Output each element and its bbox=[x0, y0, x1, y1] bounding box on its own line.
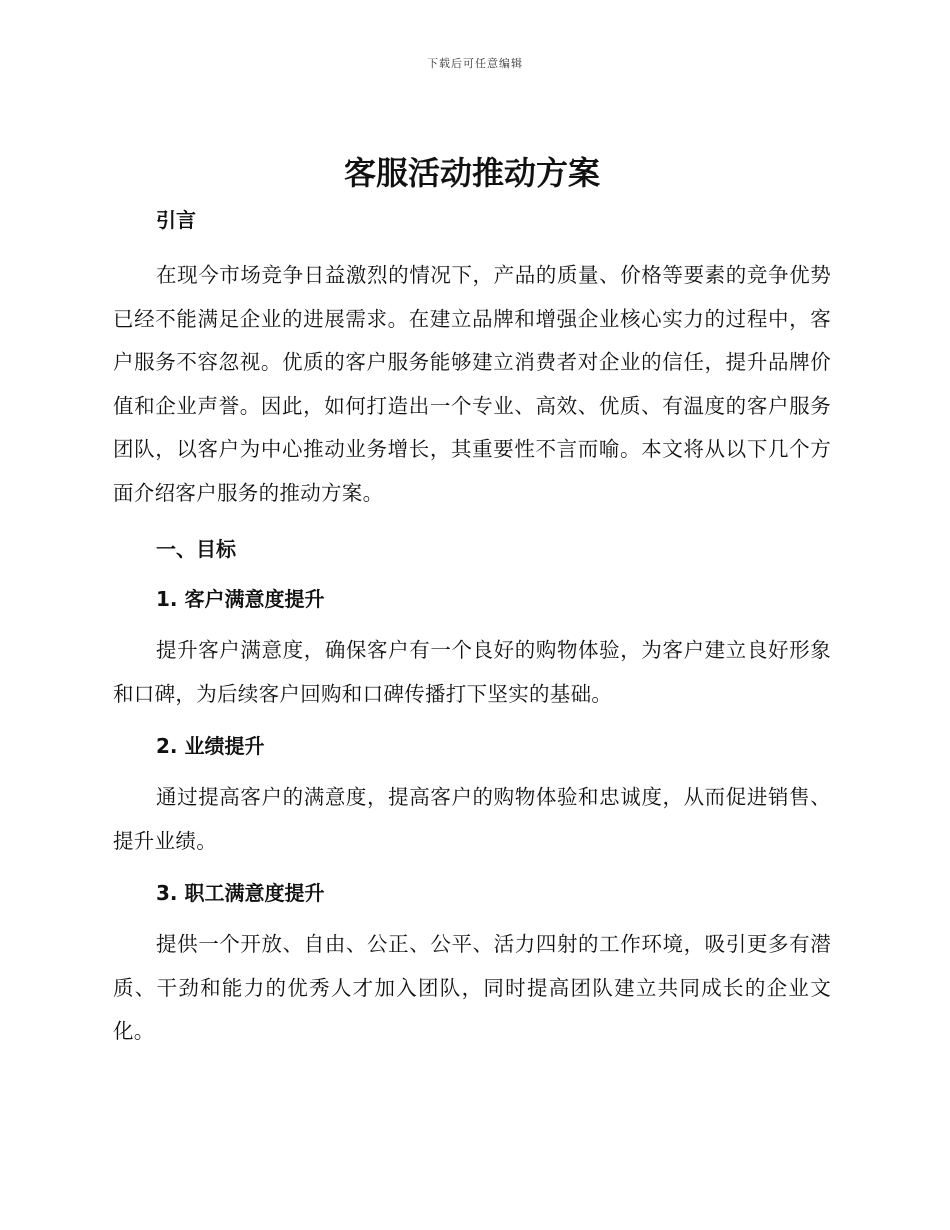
header-note: 下载后可任意编辑 bbox=[427, 57, 523, 70]
intro-paragraph: 在现今市场竞争日益激烈的情况下，产品的质量、价格等要素的竞争优势已经不能满足企业的进展需求。在建立品牌和增强企业核心实力的过程中，客户服务不容忽视。优质的客户服务能够建立消费者对企业的信任，提升品牌价值和企业声誉。因此，如何打造出一个专业、高效、优质、有温度的客户服务团队，以客户为中心推动业务增长，其重要性不言而喻。本文将从以下几个方面介绍客户服务的推动方案。 bbox=[113, 263, 831, 505]
subsection-heading: 1. 客户满意度提升 bbox=[156, 587, 325, 611]
subsection-paragraph: 提升客户满意度，确保客户有一个良好的购物体验，为客户建立良好形象和口碑，为后续客户回购和口碑传播打下坚实的基础。 bbox=[113, 638, 831, 706]
document-title: 客服活动推动方案 bbox=[343, 154, 600, 192]
intro-heading: 引言 bbox=[156, 208, 196, 232]
document-body bbox=[113, 148, 831, 1054]
subsection-heading: 3. 职工满意度提升 bbox=[156, 881, 325, 905]
subsection-paragraph: 通过提高客户的满意度，提高客户的购物体验和忠诚度，从而促进销售、提升业绩。 bbox=[113, 785, 831, 853]
section-heading-goals: 一、目标 bbox=[156, 537, 236, 561]
subsection-heading: 2. 业绩提升 bbox=[156, 734, 265, 758]
subsection-paragraph: 提供一个开放、自由、公正、公平、活力四射的工作环境，吸引更多有潜质、干劲和能力的优秀人才加入团队，同时提高团队建立共同成长的企业文化。 bbox=[113, 932, 831, 1043]
